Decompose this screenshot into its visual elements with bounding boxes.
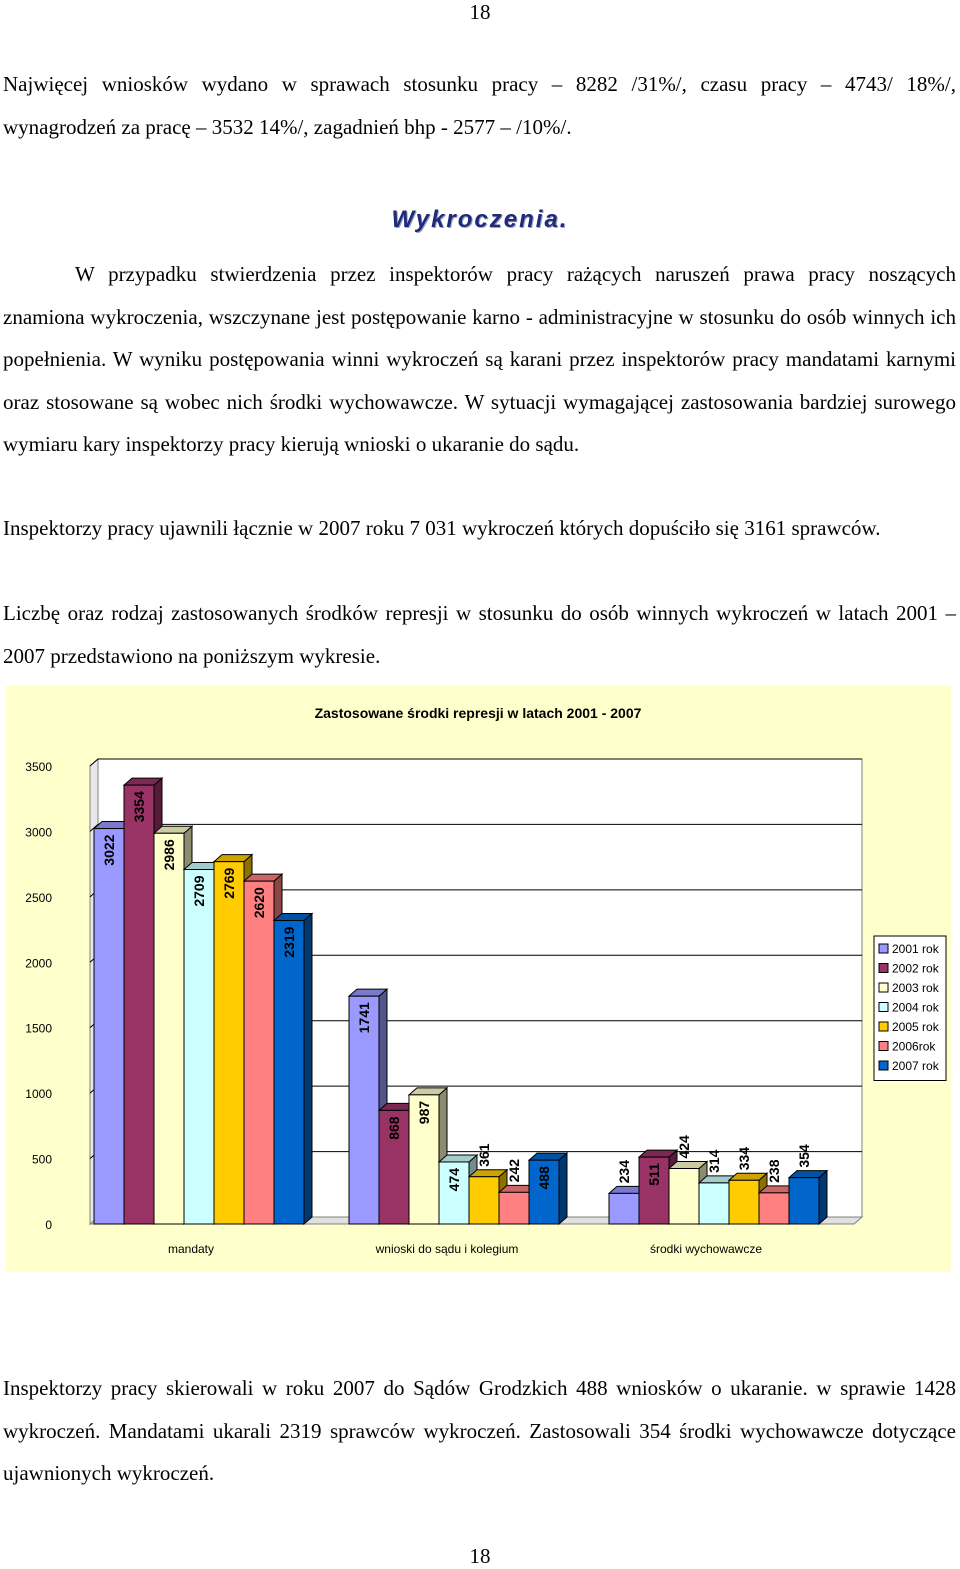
legend-entry: 2005 rok	[892, 1020, 939, 1034]
chart-title: Zastosowane środki represji w latach 2001 - 2007	[314, 705, 642, 721]
data-label: 488	[536, 1166, 552, 1190]
y-tick-label: 0	[45, 1218, 52, 1232]
data-label: 511	[646, 1163, 662, 1186]
data-label: 354	[796, 1144, 812, 1168]
data-label: 2319	[281, 926, 297, 958]
y-tick-label: 3500	[25, 760, 52, 774]
bar	[214, 862, 244, 1224]
data-label: 334	[736, 1146, 752, 1171]
bar	[729, 1180, 759, 1224]
intro-paragraph: Najwięcej wniosków wydano w sprawach stosunku pracy – 8282 /31%/, czasu pracy – 4743/ 18%/, wynagrodzeń za pracę – 3532 14%/, zagadnień bhp - 2577 – /10%/.	[3, 72, 956, 139]
category-label: wnioski do sądu i kolegium	[375, 1242, 519, 1256]
data-label: 1741	[356, 1002, 372, 1034]
bar	[184, 870, 214, 1224]
bar	[499, 1192, 529, 1224]
bar	[274, 921, 304, 1224]
bar	[759, 1193, 789, 1224]
bar	[154, 833, 184, 1224]
bar	[244, 881, 274, 1224]
page-number-bottom: 18	[469, 1544, 491, 1568]
bar	[699, 1183, 729, 1224]
paragraph-offence-count: Inspektorzy pracy ujawnili łącznie w 2007 roku 7 031 wykroczeń których dopuściło się 3161 sprawców.	[3, 516, 881, 540]
y-tick-label: 2000	[25, 956, 52, 971]
legend-swatch	[879, 1061, 888, 1070]
data-label: 424	[676, 1135, 692, 1159]
legend-entry: 2003 rok	[892, 981, 939, 995]
y-tick-label: 1000	[25, 1087, 52, 1102]
bar-side	[819, 1171, 827, 1224]
bar	[469, 1177, 499, 1224]
data-label: 3022	[101, 834, 117, 866]
y-tick-label: 3000	[25, 825, 52, 840]
bar	[669, 1169, 699, 1224]
data-label: 238	[766, 1159, 782, 1183]
data-label: 234	[616, 1160, 632, 1184]
legend-swatch	[879, 1042, 888, 1051]
data-label: 361	[476, 1143, 492, 1167]
bar	[94, 829, 124, 1224]
data-label: 3354	[131, 791, 147, 823]
legend-entry: 2001 rok	[892, 942, 939, 956]
category-label: środki wychowawcze	[649, 1242, 763, 1256]
repression-chart	[6, 686, 951, 1272]
section-heading: Wykroczenia.	[391, 206, 569, 233]
legend-swatch	[879, 983, 888, 992]
legend-swatch	[879, 1003, 888, 1012]
bar	[609, 1193, 639, 1224]
chart-canvas	[6, 686, 951, 1272]
data-label: 474	[446, 1167, 462, 1192]
legend-entry: 2007 rok	[892, 1059, 939, 1073]
bar	[789, 1178, 819, 1224]
legend-entry: 2004 rok	[892, 1000, 939, 1015]
data-label: 2620	[251, 887, 267, 919]
legend-swatch	[879, 1022, 888, 1031]
y-tick-label: 500	[31, 1152, 52, 1167]
legend-entry: 2006rok	[892, 1039, 936, 1054]
data-label: 2769	[221, 867, 237, 899]
data-label: 2709	[191, 875, 207, 907]
paragraph-chart-intro: Liczbę oraz rodzaj zastosowanych środków represji w stosunku do osób winnych wykroczeń w latach 2001 – 2007 przedstawiono na poniższym wykresie.	[3, 601, 956, 668]
bar	[124, 785, 154, 1224]
data-label: 2986	[161, 839, 177, 871]
page-number-top: 18	[469, 0, 491, 24]
bar-side	[304, 914, 312, 1224]
legend-entry: 2002 rok	[892, 961, 939, 976]
category-label: mandaty	[167, 1242, 215, 1256]
y-tick-label: 2500	[25, 890, 52, 905]
data-label: 868	[386, 1116, 402, 1140]
data-label: 242	[506, 1158, 522, 1183]
paragraph-penalty-procedure: W przypadku stwierdzenia przez inspektorów pracy rażących naruszeń prawa pracy noszących znamiona wykroczenia, wszczynane jest postępowanie karno - administracyjne w stosunku do osób winnych ich popełnienia. W wyniku postępowania winni wykroczeń są karani przez inspektorów pracy mandatami karnymi oraz stosowane są wobec nich środki wychowawcze. W sytuacji wymagającej zastosowania bardziej surowego wymiaru kary inspektorzy pracy kierują wnioski o ukaranie do sądu.	[3, 262, 956, 456]
bar-side	[559, 1153, 567, 1224]
paragraph-summary: Inspektorzy pracy skierowali w roku 2007 do Sądów Grodzkich 488 wniosków o ukaranie. w sprawie 1428 wykroczeń. Mandatami ukarali 2319 sprawców wykroczeń. Zastosowali 354 środki wychowawcze dotyczące ujawnionych wykroczeń.	[3, 1376, 956, 1485]
legend-swatch	[879, 944, 888, 953]
data-label: 314	[706, 1149, 722, 1173]
legend-swatch	[879, 964, 888, 973]
y-tick-label: 1500	[25, 1021, 52, 1036]
data-label: 987	[416, 1100, 432, 1125]
